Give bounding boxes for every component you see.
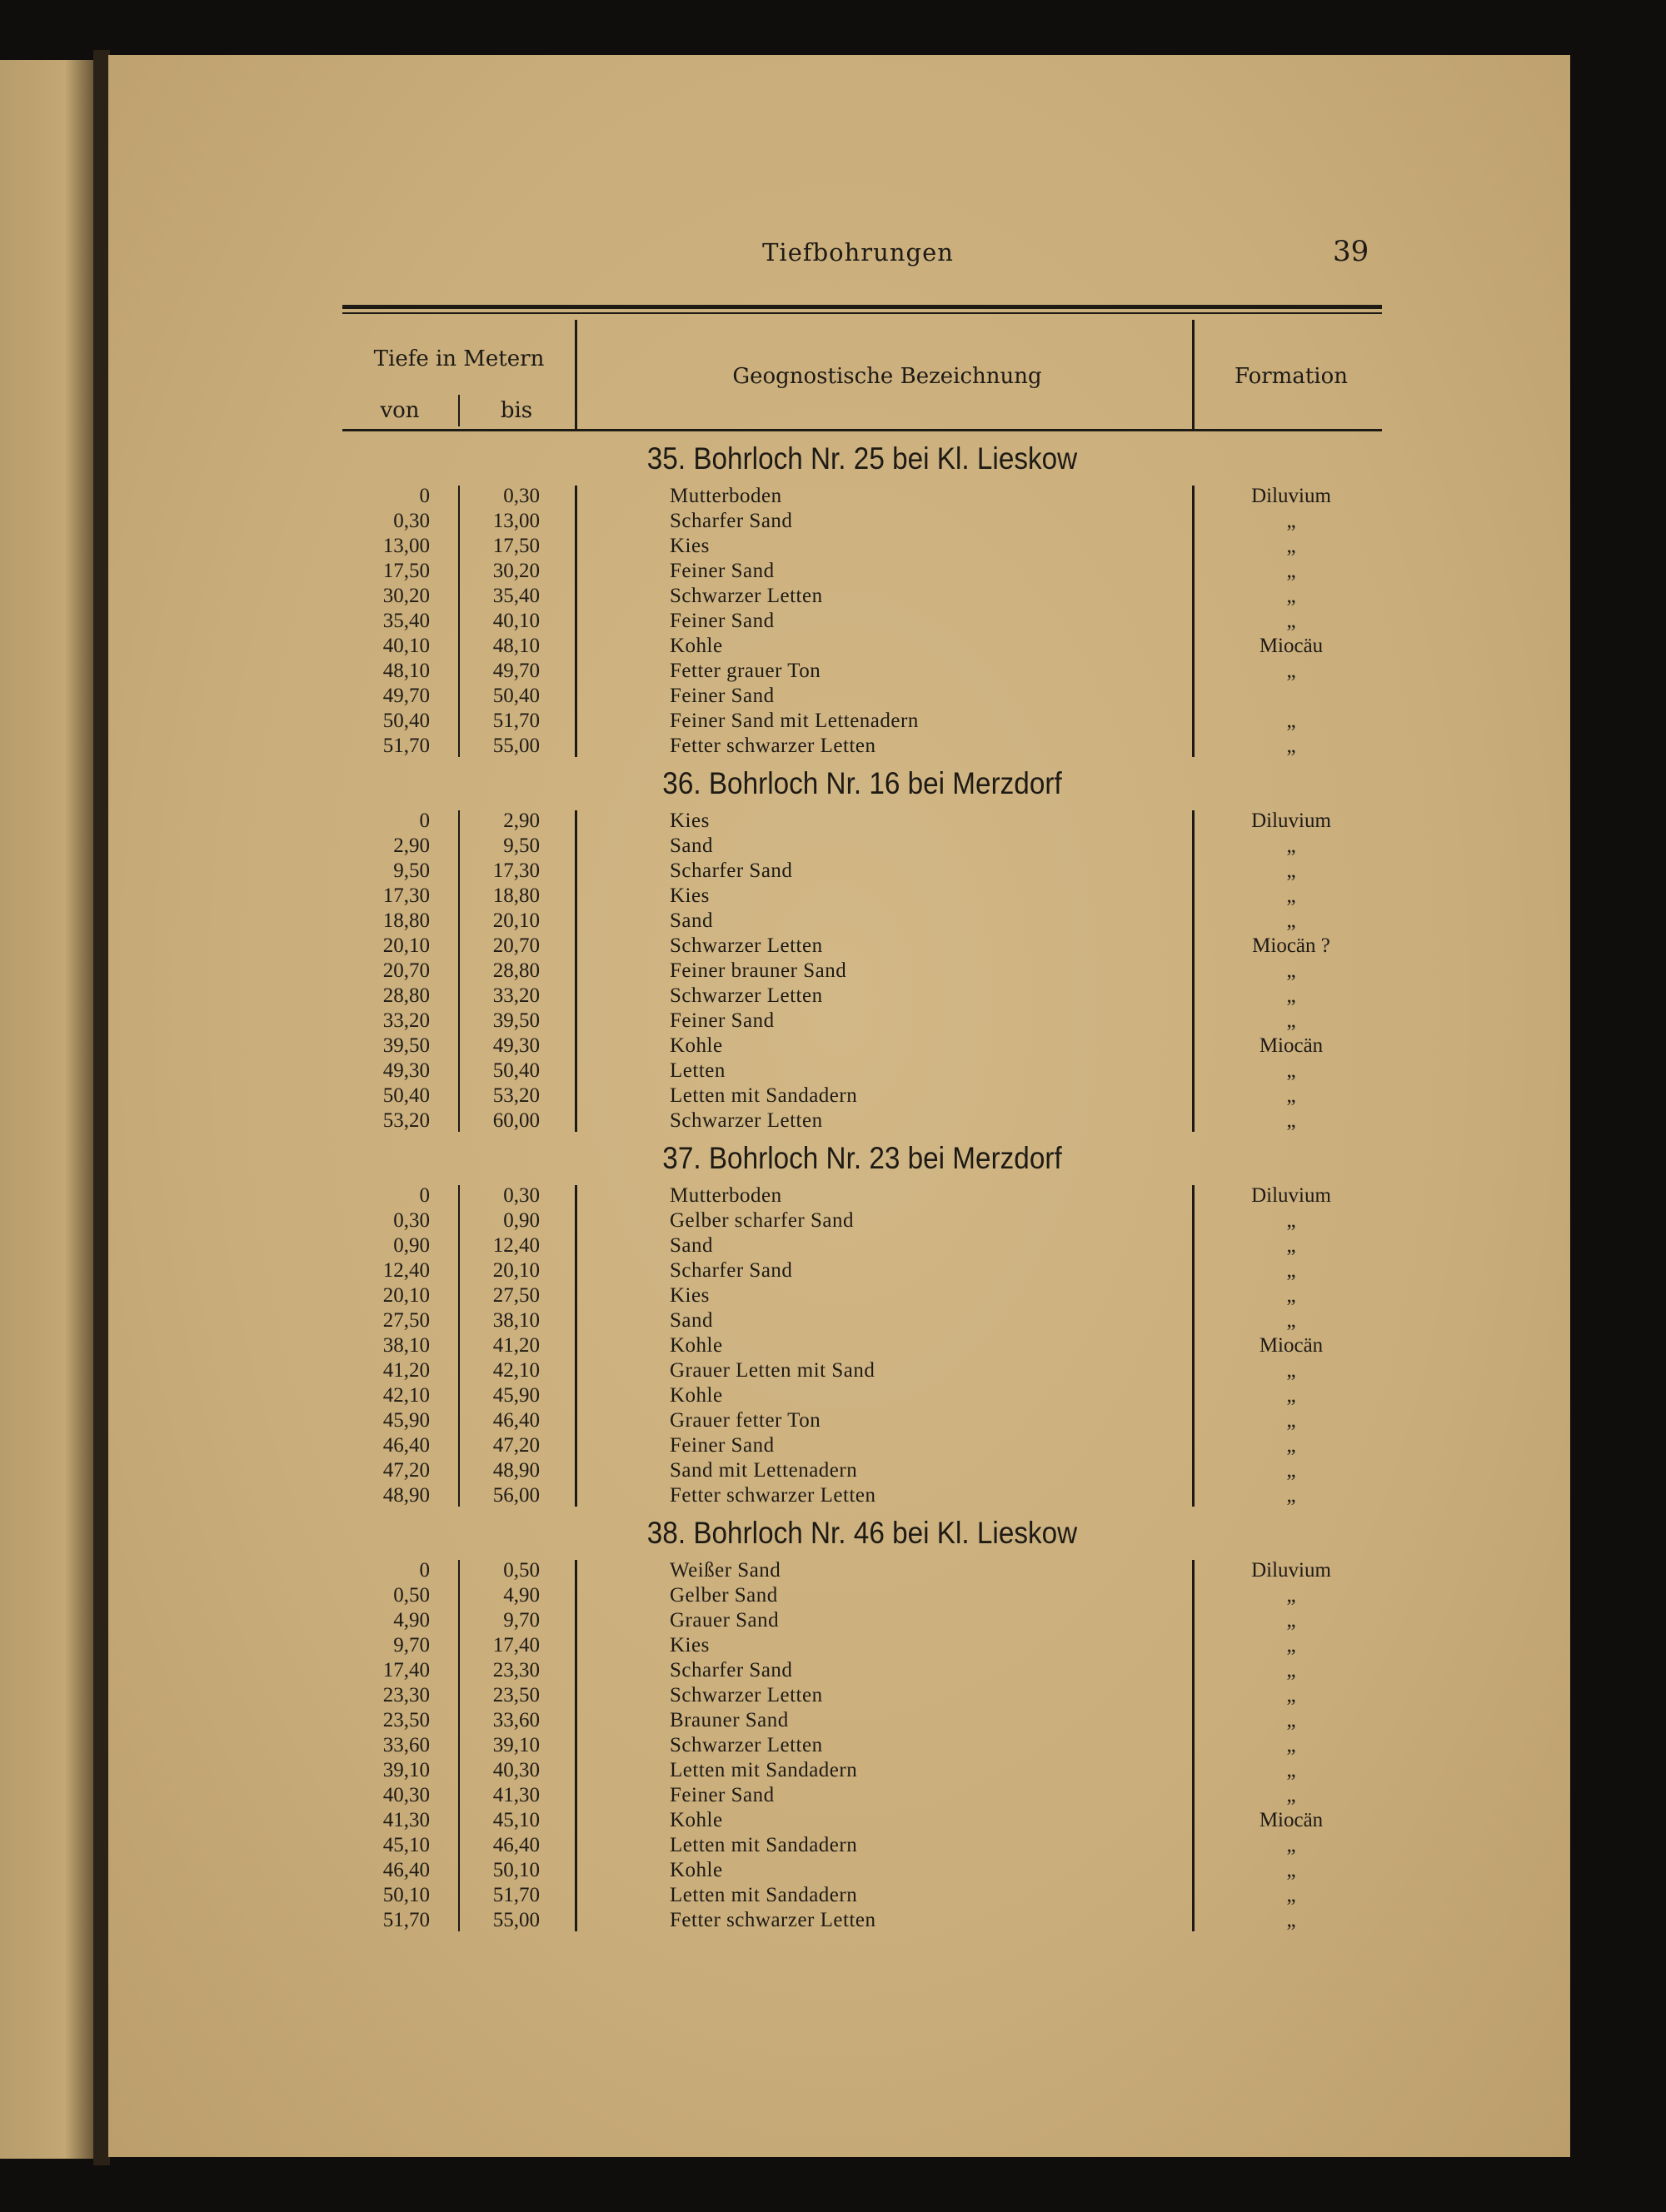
description: Weißer Sand: [670, 1559, 781, 1582]
depth-from: 9,50: [393, 859, 430, 882]
depth-to: 49,30: [492, 1034, 540, 1057]
depth-to: 38,10: [492, 1309, 540, 1332]
table-row: [342, 1108, 1382, 1133]
header-top-rule: [342, 305, 1382, 309]
description: Fetter schwarzer Letten: [670, 1909, 876, 1931]
divider-depth-description: [575, 810, 577, 1132]
description: Sand: [670, 1234, 713, 1257]
table-row: [342, 809, 1382, 834]
facing-page-edge: [0, 60, 93, 2159]
depth-to: 30,20: [492, 560, 540, 582]
depth-to: 4,90: [503, 1584, 540, 1607]
formation: „: [1286, 1484, 1296, 1507]
table-row: [342, 1208, 1382, 1233]
table-row: [342, 859, 1382, 884]
depth-from: 20,70: [382, 959, 430, 982]
depth-from: 30,20: [382, 585, 430, 607]
depth-to: 51,70: [492, 710, 540, 732]
table-row: [342, 734, 1382, 759]
depth-to: 20,10: [492, 909, 540, 932]
depth-from: 49,70: [382, 685, 430, 707]
depth-to: 51,70: [492, 1884, 540, 1906]
description: Letten mit Sandadern: [670, 1084, 858, 1107]
description: Sand: [670, 909, 713, 932]
formation: „: [1286, 959, 1296, 982]
formation: „: [1286, 1684, 1296, 1706]
table-row: [342, 1783, 1382, 1808]
table-row: [342, 709, 1382, 734]
table-row: [342, 634, 1382, 659]
header-divider-formation: [1192, 320, 1195, 430]
depth-from: 2,90: [393, 834, 430, 857]
depth-from: 23,30: [382, 1684, 430, 1706]
depth-to: 17,30: [492, 859, 540, 882]
depth-to: 33,60: [492, 1709, 540, 1731]
depth-to: 20,70: [492, 934, 540, 957]
divider-depth-description: [575, 1560, 577, 1931]
depth-from: 0: [419, 810, 430, 832]
section-title: 35. Bohrloch Nr. 25 bei Kl. Lieskow: [646, 441, 1078, 476]
description: Schwarzer Letten: [670, 585, 823, 607]
formation: Miocän: [1259, 1334, 1324, 1357]
depth-from: 0: [419, 1559, 430, 1582]
table-row: [342, 1433, 1382, 1458]
table-row: [342, 1633, 1382, 1658]
table-row: [342, 884, 1382, 909]
description: Feiner brauner Sand: [670, 959, 847, 982]
depth-to: 0,50: [503, 1559, 540, 1582]
depth-to: 41,30: [492, 1784, 540, 1806]
depth-from: 41,30: [382, 1809, 430, 1831]
from-header: von: [380, 398, 420, 423]
table-row: [342, 1908, 1382, 1933]
section-title: 38. Bohrloch Nr. 46 bei Kl. Lieskow: [646, 1516, 1078, 1550]
formation: „: [1286, 1784, 1296, 1806]
table-row: [342, 1358, 1382, 1383]
formation: „: [1286, 909, 1296, 932]
description: Sand: [670, 834, 713, 857]
formation: „: [1286, 1209, 1296, 1232]
table-row: [342, 1858, 1382, 1883]
depth-from: 17,50: [382, 560, 430, 582]
depth-to: 40,10: [492, 610, 540, 632]
description-header: Geognostische Bezeichnung: [732, 364, 1042, 389]
table-row: [342, 1233, 1382, 1258]
description: Kies: [670, 1634, 710, 1657]
description: Fetter schwarzer Letten: [670, 1484, 876, 1507]
depth-to: 55,00: [492, 1909, 540, 1931]
description: Kohle: [670, 1334, 723, 1357]
description: Sand mit Lettenadern: [670, 1459, 858, 1482]
table-row: [342, 959, 1382, 984]
table-row: [342, 534, 1382, 559]
description: Kies: [670, 1284, 710, 1307]
depth-to: 33,20: [492, 984, 540, 1007]
description: Brauner Sand: [670, 1709, 789, 1731]
table-row: [342, 1034, 1382, 1059]
table-row: [342, 1658, 1382, 1683]
depth-from: 42,10: [382, 1384, 430, 1407]
depth-from: 0,30: [393, 510, 430, 532]
description: Gelber Sand: [670, 1584, 778, 1607]
depth-to: 17,50: [492, 535, 540, 557]
formation: „: [1286, 560, 1296, 582]
depth-to: 53,20: [492, 1084, 540, 1107]
depth-from: 50,10: [382, 1884, 430, 1906]
formation: „: [1286, 1059, 1296, 1082]
depth-from: 33,20: [382, 1009, 430, 1032]
depth-to: 50,40: [492, 685, 540, 707]
description: Grauer Letten mit Sand: [670, 1359, 875, 1382]
formation: Diluvium: [1251, 1559, 1331, 1582]
depth-to: 18,80: [492, 884, 540, 907]
formation: „: [1286, 1859, 1296, 1881]
table-row: [342, 1683, 1382, 1708]
formation: „: [1286, 1759, 1296, 1781]
table-row: [342, 1408, 1382, 1433]
depth-to: 46,40: [492, 1834, 540, 1856]
depth-to: 27,50: [492, 1284, 540, 1307]
table-row: [342, 1808, 1382, 1833]
depth-from: 12,40: [382, 1259, 430, 1282]
depth-to: 35,40: [492, 585, 540, 607]
table-row: [342, 1383, 1382, 1408]
page-number: 39: [1333, 235, 1369, 268]
table-row: [342, 909, 1382, 934]
formation: „: [1286, 710, 1296, 732]
depth-from: 23,50: [382, 1709, 430, 1731]
table-row: [342, 1183, 1382, 1208]
depth-from: 46,40: [382, 1859, 430, 1881]
depth-from: 33,60: [382, 1734, 430, 1756]
description: Schwarzer Letten: [670, 1109, 823, 1132]
depth-from: 20,10: [382, 934, 430, 957]
depth-to: 50,40: [492, 1059, 540, 1082]
description: Schwarzer Letten: [670, 934, 823, 957]
formation: „: [1286, 1084, 1296, 1107]
formation: „: [1286, 1409, 1296, 1432]
depth-from: 38,10: [382, 1334, 430, 1357]
depth-from: 0,50: [393, 1584, 430, 1607]
formation: „: [1286, 510, 1296, 532]
table-row: [342, 1833, 1382, 1858]
divider-von-bis: [458, 486, 460, 757]
depth-from: 50,40: [382, 1084, 430, 1107]
depth-to: 47,20: [492, 1434, 540, 1457]
to-header: bis: [500, 398, 533, 423]
description: Scharfer Sand: [670, 510, 793, 532]
divider-description-formation: [1192, 486, 1195, 757]
depth-from: 48,90: [382, 1484, 430, 1507]
table-row: [342, 659, 1382, 684]
depth-to: 0,30: [503, 485, 540, 507]
depth-from: 45,10: [382, 1834, 430, 1856]
depth-to: 39,10: [492, 1734, 540, 1756]
depth-from: 35,40: [382, 610, 430, 632]
depth-to: 17,40: [492, 1634, 540, 1657]
depth-from: 48,10: [382, 660, 430, 682]
formation: „: [1286, 1834, 1296, 1856]
description: Letten mit Sandadern: [670, 1759, 858, 1781]
depth-from: 40,10: [382, 635, 430, 657]
table-row: [342, 684, 1382, 709]
depth-to: 42,10: [492, 1359, 540, 1382]
description: Fetter schwarzer Letten: [670, 735, 876, 757]
description: Schwarzer Letten: [670, 984, 823, 1007]
description: Mutterboden: [670, 485, 782, 507]
depth-to: 13,00: [492, 510, 540, 532]
description: Grauer Sand: [670, 1609, 780, 1632]
table-row: [342, 1483, 1382, 1508]
description: Fetter grauer Ton: [670, 660, 821, 682]
depth-to: 39,50: [492, 1009, 540, 1032]
table-row: [342, 984, 1382, 1009]
formation: „: [1286, 660, 1296, 682]
depth-to: 55,00: [492, 735, 540, 757]
formation: „: [1286, 1259, 1296, 1282]
description: Kohle: [670, 1384, 723, 1407]
description: Schwarzer Letten: [670, 1734, 823, 1756]
formation: „: [1286, 1584, 1296, 1607]
depth-to: 9,70: [503, 1609, 540, 1632]
description: Kohle: [670, 1859, 723, 1881]
depth-from: 51,70: [382, 735, 430, 757]
depth-from: 4,90: [393, 1609, 430, 1632]
depth-to: 60,00: [492, 1109, 540, 1132]
depth-header: Tiefe in Metern: [373, 346, 545, 371]
formation: Miocän ?: [1252, 934, 1330, 957]
depth-to: 40,30: [492, 1759, 540, 1781]
divider-von-bis: [458, 1185, 460, 1507]
divider-description-formation: [1192, 1560, 1195, 1931]
depth-from: 0,30: [393, 1209, 430, 1232]
formation: „: [1286, 1009, 1296, 1032]
table-row: [342, 1084, 1382, 1108]
depth-from: 50,40: [382, 710, 430, 732]
table-row: [342, 1608, 1382, 1633]
description: Kies: [670, 884, 710, 907]
table-row: [342, 584, 1382, 609]
description: Schwarzer Letten: [670, 1684, 823, 1706]
description: Mutterboden: [670, 1184, 782, 1207]
table-row: [342, 559, 1382, 584]
description: Kohle: [670, 1034, 723, 1057]
depth-from: 13,00: [382, 535, 430, 557]
description: Feiner Sand: [670, 685, 775, 707]
description: Feiner Sand: [670, 560, 775, 582]
section-title: 36. Bohrloch Nr. 16 bei Merzdorf: [662, 766, 1062, 800]
formation: „: [1286, 884, 1296, 907]
formation: „: [1286, 1459, 1296, 1482]
table-row: [342, 1009, 1382, 1034]
formation: „: [1286, 1234, 1296, 1257]
divider-von-bis: [458, 1560, 460, 1931]
table-row: [342, 1733, 1382, 1758]
table-row: [342, 934, 1382, 959]
depth-to: 23,50: [492, 1684, 540, 1706]
description: Feiner Sand: [670, 1009, 775, 1032]
divider-depth-description: [575, 486, 577, 757]
header-bottom-rule: [342, 429, 1382, 431]
depth-from: 9,70: [393, 1634, 430, 1657]
formation: „: [1286, 1659, 1296, 1681]
table-row: [342, 1583, 1382, 1608]
table-row: [342, 1558, 1382, 1583]
formation: „: [1286, 1309, 1296, 1332]
depth-from: 41,20: [382, 1359, 430, 1382]
depth-to: 56,00: [492, 1484, 540, 1507]
formation: „: [1286, 1284, 1296, 1307]
depth-from: 46,40: [382, 1434, 430, 1457]
depth-to: 28,80: [492, 959, 540, 982]
depth-to: 23,30: [492, 1659, 540, 1681]
table-row: [342, 1458, 1382, 1483]
description: Kies: [670, 535, 710, 557]
formation: „: [1286, 610, 1296, 632]
divider-description-formation: [1192, 810, 1195, 1132]
formation: „: [1286, 1434, 1296, 1457]
depth-to: 48,10: [492, 635, 540, 657]
depth-to: 45,90: [492, 1384, 540, 1407]
formation: „: [1286, 1609, 1296, 1632]
table-row: [342, 1708, 1382, 1733]
formation: Diluvium: [1251, 810, 1331, 832]
description: Sand: [670, 1309, 713, 1332]
depth-to: 49,70: [492, 660, 540, 682]
depth-from: 27,50: [382, 1309, 430, 1332]
depth-from: 51,70: [382, 1909, 430, 1931]
description: Scharfer Sand: [670, 859, 793, 882]
description: Kohle: [670, 1809, 723, 1831]
header-divider-von-bis: [458, 395, 460, 426]
formation: „: [1286, 1909, 1296, 1931]
formation-header: Formation: [1234, 364, 1349, 389]
table-row: [342, 484, 1382, 509]
depth-from: 28,80: [382, 984, 430, 1007]
table-row: [342, 1883, 1382, 1908]
depth-to: 0,30: [503, 1184, 540, 1207]
depth-to: 48,90: [492, 1459, 540, 1482]
table-row: [342, 1308, 1382, 1333]
table-row: [342, 834, 1382, 859]
table-row: [342, 609, 1382, 634]
formation: Miocän: [1259, 1809, 1324, 1831]
description: Feiner Sand: [670, 610, 775, 632]
description: Scharfer Sand: [670, 1659, 793, 1681]
depth-from: 20,10: [382, 1284, 430, 1307]
formation: „: [1286, 1384, 1296, 1407]
formation: „: [1286, 859, 1296, 882]
depth-from: 45,90: [382, 1409, 430, 1432]
formation: „: [1286, 585, 1296, 607]
depth-from: 17,30: [382, 884, 430, 907]
table-row: [342, 1258, 1382, 1283]
depth-to: 50,10: [492, 1859, 540, 1881]
section-title: 37. Bohrloch Nr. 23 bei Merzdorf: [662, 1141, 1062, 1175]
depth-from: 39,10: [382, 1759, 430, 1781]
depth-to: 0,90: [503, 1209, 540, 1232]
divider-description-formation: [1192, 1185, 1195, 1507]
depth-to: 41,20: [492, 1334, 540, 1357]
table-row: [342, 1283, 1382, 1308]
book-binding: [93, 50, 110, 2165]
description: Feiner Sand: [670, 1434, 775, 1457]
depth-to: 45,10: [492, 1809, 540, 1831]
depth-from: 40,30: [382, 1784, 430, 1806]
description: Feiner Sand: [670, 1784, 775, 1806]
formation: Diluvium: [1251, 485, 1331, 507]
depth-from: 18,80: [382, 909, 430, 932]
divider-depth-description: [575, 1185, 577, 1507]
formation: „: [1286, 1109, 1296, 1132]
depth-to: 2,90: [503, 810, 540, 832]
table-row: [342, 1758, 1382, 1783]
formation: Diluvium: [1251, 1184, 1331, 1207]
description: Gelber scharfer Sand: [670, 1209, 855, 1232]
depth-from: 17,40: [382, 1659, 430, 1681]
depth-from: 49,30: [382, 1059, 430, 1082]
description: Scharfer Sand: [670, 1259, 793, 1282]
formation: „: [1286, 1734, 1296, 1756]
depth-to: 12,40: [492, 1234, 540, 1257]
formation: „: [1286, 1359, 1296, 1382]
depth-to: 46,40: [492, 1409, 540, 1432]
formation: „: [1286, 535, 1296, 557]
depth-from: 0: [419, 485, 430, 507]
formation: „: [1286, 735, 1296, 757]
header-top-thin-rule: [342, 312, 1382, 314]
depth-to: 9,50: [503, 834, 540, 857]
table-row: [342, 509, 1382, 534]
formation: „: [1286, 1634, 1296, 1657]
depth-from: 39,50: [382, 1034, 430, 1057]
depth-from: 53,20: [382, 1109, 430, 1132]
depth-from: 0,90: [393, 1234, 430, 1257]
description: Feiner Sand mit Lettenadern: [670, 710, 919, 732]
table-row: [342, 1333, 1382, 1358]
divider-von-bis: [458, 810, 460, 1132]
header-divider-depth: [575, 320, 577, 430]
description: Kies: [670, 810, 710, 832]
depth-to: 20,10: [492, 1259, 540, 1282]
description: Grauer fetter Ton: [670, 1409, 821, 1432]
formation: „: [1286, 1709, 1296, 1731]
description: Letten mit Sandadern: [670, 1834, 858, 1856]
description: Kohle: [670, 635, 723, 657]
formation: Miocäu: [1259, 635, 1324, 657]
description: Letten: [670, 1059, 726, 1082]
running-title: Tiefbohrungen: [762, 238, 954, 267]
description: Letten mit Sandadern: [670, 1884, 858, 1906]
formation: „: [1286, 1884, 1296, 1906]
formation: Miocän: [1259, 1034, 1324, 1057]
formation: „: [1286, 984, 1296, 1007]
formation: „: [1286, 834, 1296, 857]
depth-from: 47,20: [382, 1459, 430, 1482]
depth-from: 0: [419, 1184, 430, 1207]
table-row: [342, 1059, 1382, 1084]
